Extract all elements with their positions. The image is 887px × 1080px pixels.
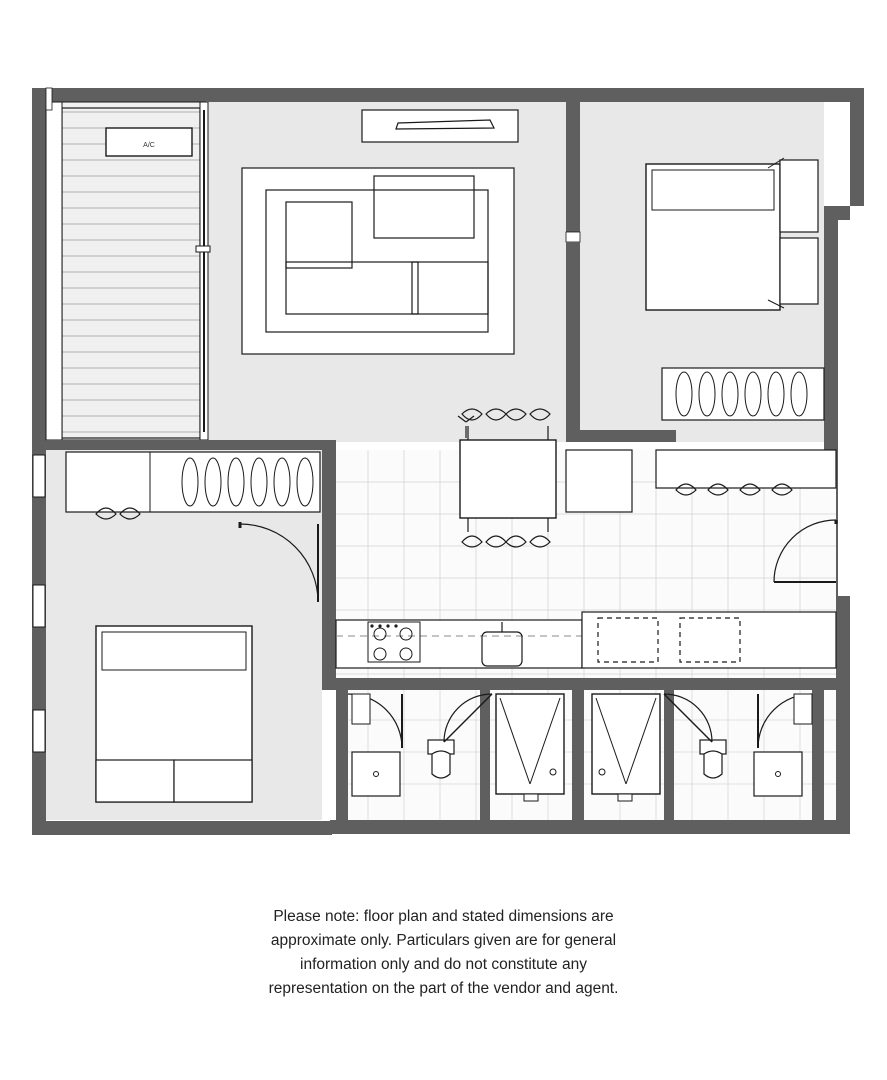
disclaimer-line-1: Please note: floor plan and stated dimensions are (273, 908, 614, 925)
bedroom-2 (566, 102, 824, 442)
disclaimer-line-2: approximate only. Particulars given are for general (270, 932, 617, 950)
wardrobe-2 (662, 368, 824, 420)
sofa-arrangement (242, 168, 514, 354)
disclaimer-line-3: information only and do not constitute any (300, 956, 587, 974)
hall-cabinet (566, 450, 632, 512)
wardrobe-1 (66, 452, 320, 519)
shower-2 (592, 694, 660, 801)
vanity-basin-2 (754, 752, 802, 796)
vanity-basin-1 (352, 752, 400, 796)
toilet-1 (428, 740, 454, 778)
toilet-2 (700, 740, 726, 778)
shower-1 (496, 694, 564, 801)
double-bed-1 (96, 626, 252, 802)
disclaimer-line-4: representation on the part of the vendor and agent. (268, 980, 619, 998)
tv-unit (362, 110, 518, 142)
air-conditioner-unit (106, 128, 192, 156)
bedroom-1 (46, 440, 336, 820)
ac-label: A/C (143, 142, 155, 149)
disclaimer-text (0, 905, 887, 1001)
